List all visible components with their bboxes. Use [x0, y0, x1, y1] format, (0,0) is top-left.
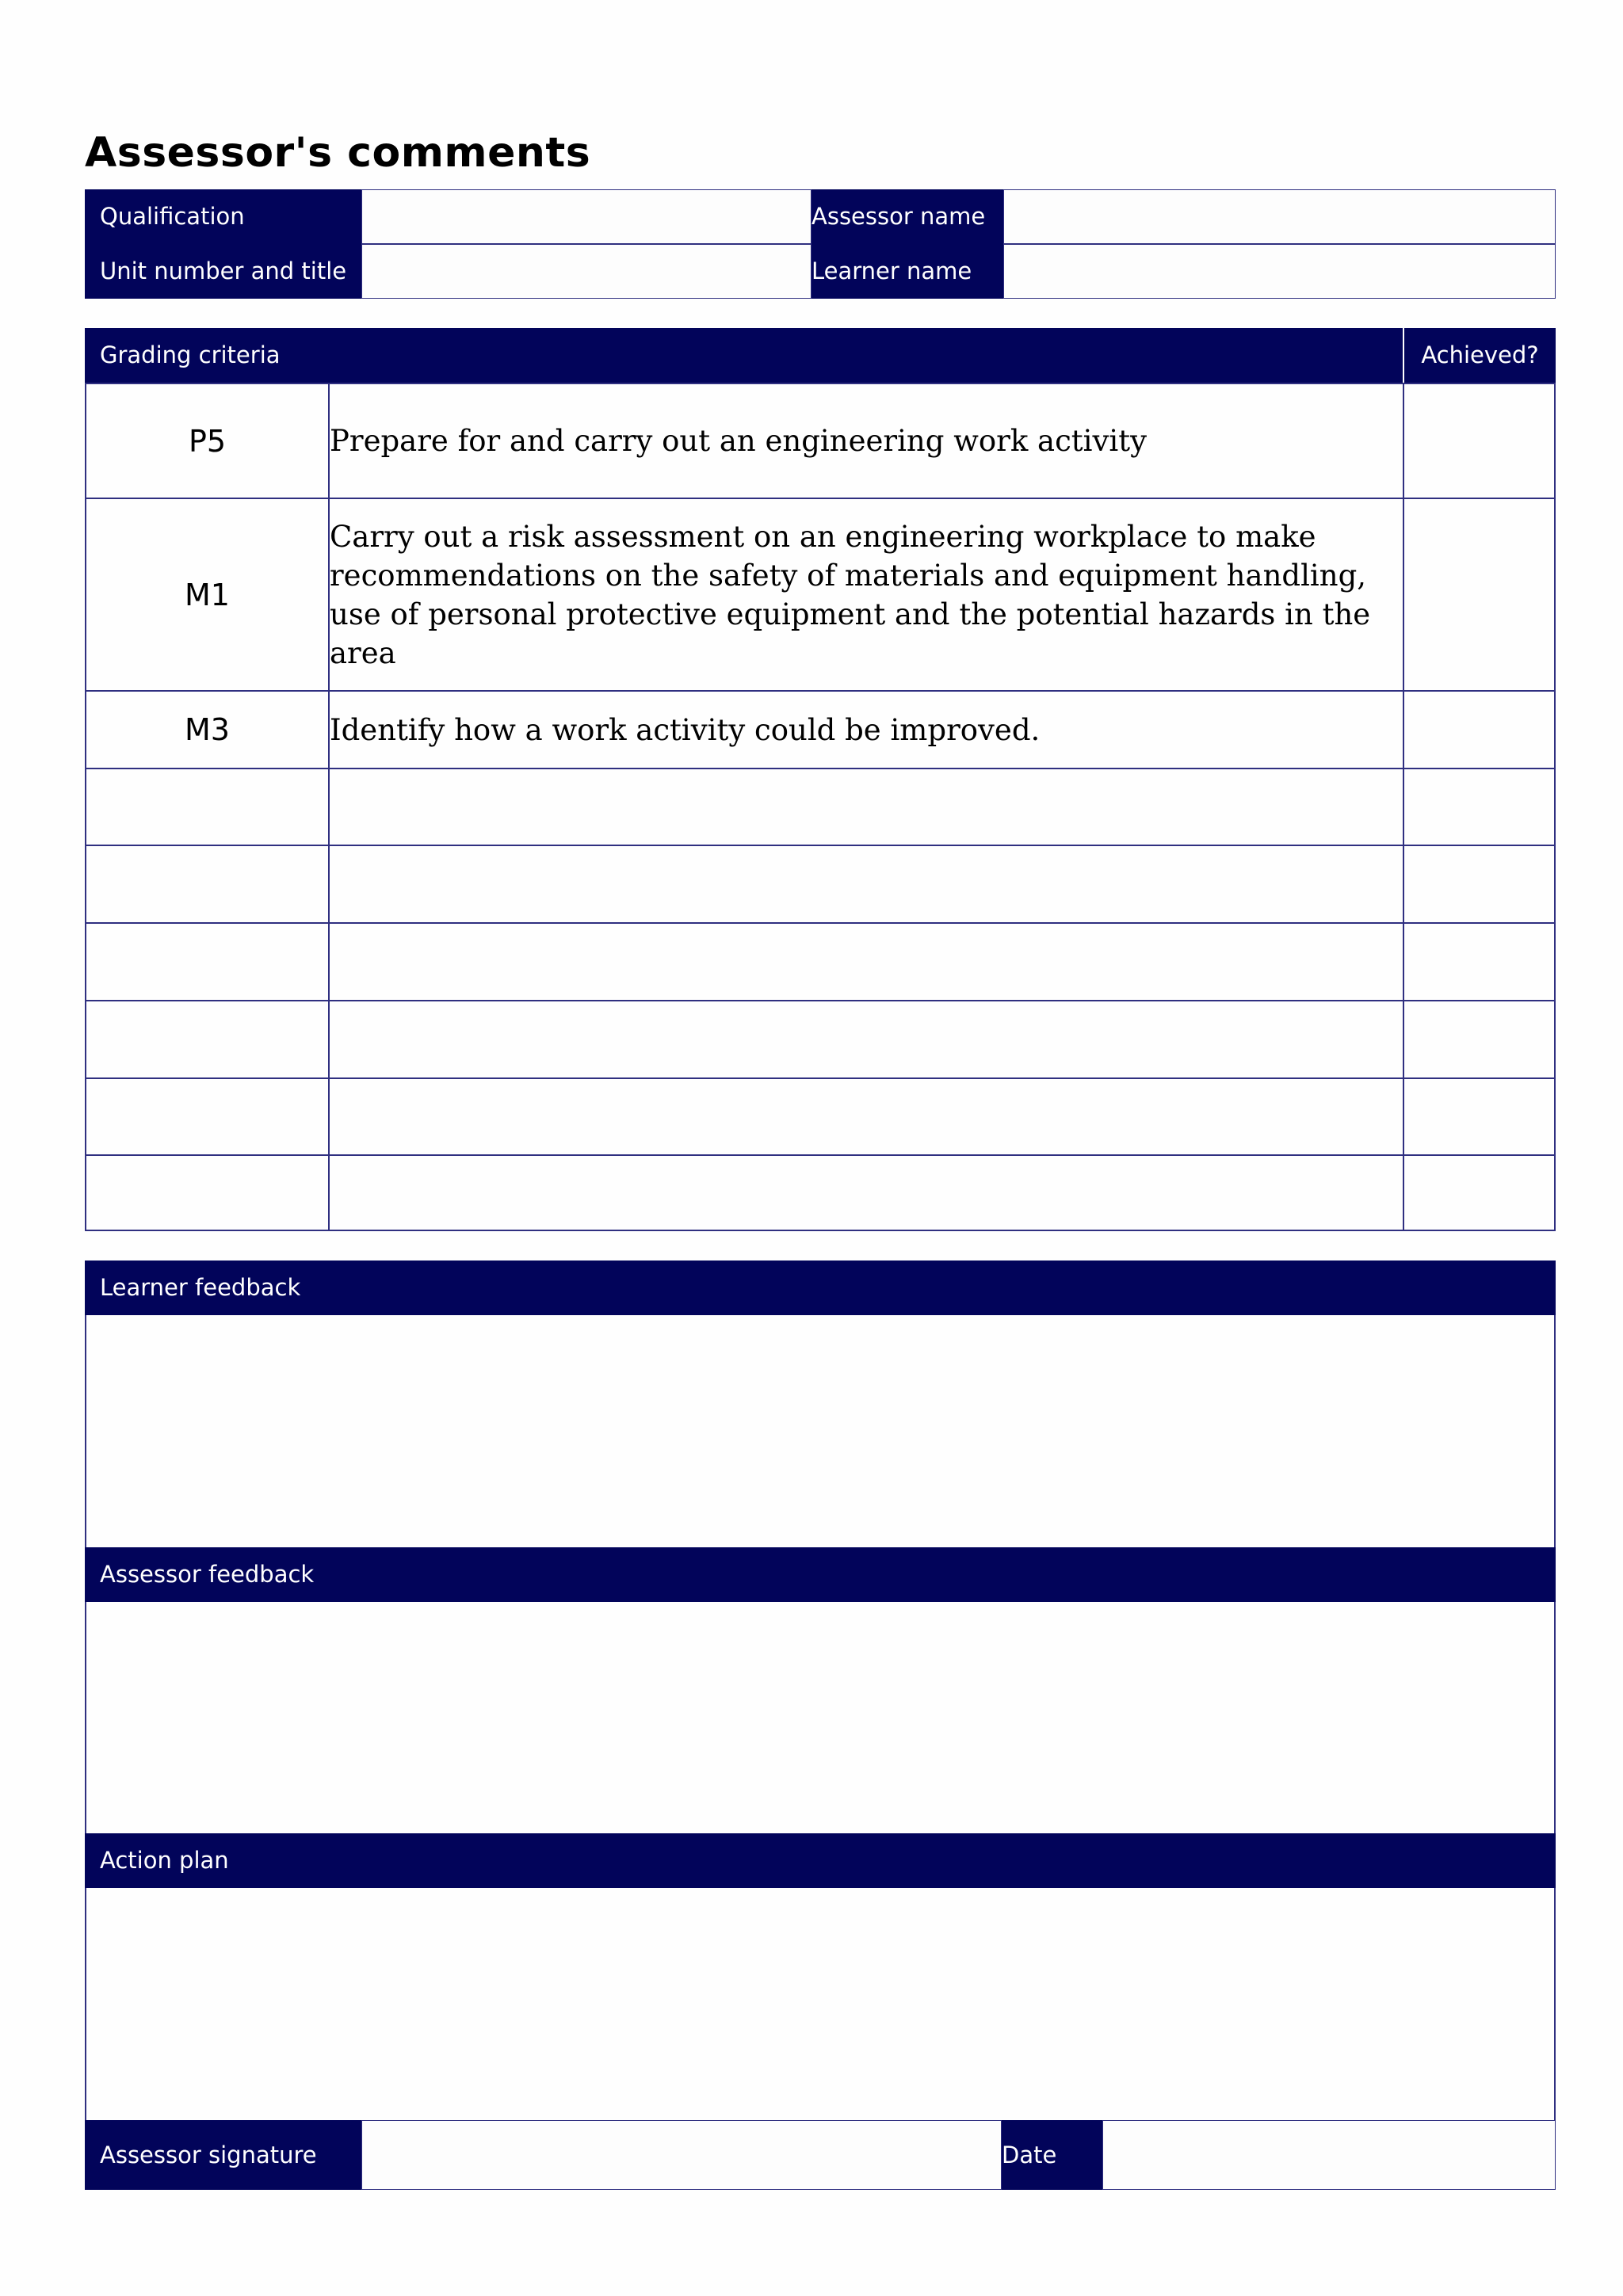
- achieved-cell[interactable]: [1404, 499, 1554, 690]
- date-label: Date: [1002, 2120, 1102, 2190]
- achieved-header: Achieved?: [1403, 328, 1556, 383]
- assessor-name-field[interactable]: [1003, 189, 1556, 244]
- achieved-cell[interactable]: [1404, 692, 1554, 768]
- unit-label: Unit number and title: [85, 244, 361, 299]
- criteria-description: Prepare for and carry out an engineering work activity: [330, 424, 1147, 458]
- grading-row-divider: [86, 1000, 1554, 1001]
- learner-feedback-header: Learner feedback: [85, 1261, 1556, 1315]
- unit-field[interactable]: [361, 244, 812, 299]
- grading-row-divider: [86, 845, 1554, 846]
- criteria-code: P5: [188, 423, 227, 459]
- grading-table: [85, 383, 1556, 1231]
- criteria-code: M1: [185, 577, 230, 612]
- assessor-signature-field[interactable]: [361, 2120, 1002, 2190]
- learner-name-label: Learner name: [812, 244, 1003, 299]
- learner-feedback-field[interactable]: [86, 1315, 1554, 1547]
- grading-criteria-header: Grading criteria: [85, 328, 1403, 383]
- criteria-description: Carry out a risk assessment on an engineering workplace to make recommendations on the safety of materials and equipment handling, use of personal protective equipment and the potential hazards in the area: [330, 519, 1371, 670]
- action-plan-field[interactable]: [86, 1888, 1554, 2120]
- grading-row-divider: [86, 768, 1554, 769]
- learner-name-field[interactable]: [1003, 244, 1556, 299]
- grading-row-divider: [86, 922, 1554, 924]
- achieved-cell[interactable]: [1404, 384, 1554, 498]
- qualification-field[interactable]: [361, 189, 812, 244]
- date-field[interactable]: [1102, 2120, 1556, 2190]
- grading-row-divider: [86, 1154, 1554, 1156]
- action-plan-header: Action plan: [85, 1833, 1556, 1888]
- assessor-name-label: Assessor name: [812, 189, 1003, 244]
- assessor-feedback-field[interactable]: [86, 1602, 1554, 1833]
- qualification-label: Qualification: [85, 189, 361, 244]
- assessor-signature-label: Assessor signature: [85, 2120, 361, 2190]
- criteria-code: M3: [185, 712, 230, 747]
- assessor-feedback-header: Assessor feedback: [85, 1547, 1556, 1602]
- criteria-description: Identify how a work activity could be improved.: [330, 712, 1041, 747]
- grading-row-divider: [86, 1077, 1554, 1079]
- page-title: Assessor's comments: [85, 129, 591, 177]
